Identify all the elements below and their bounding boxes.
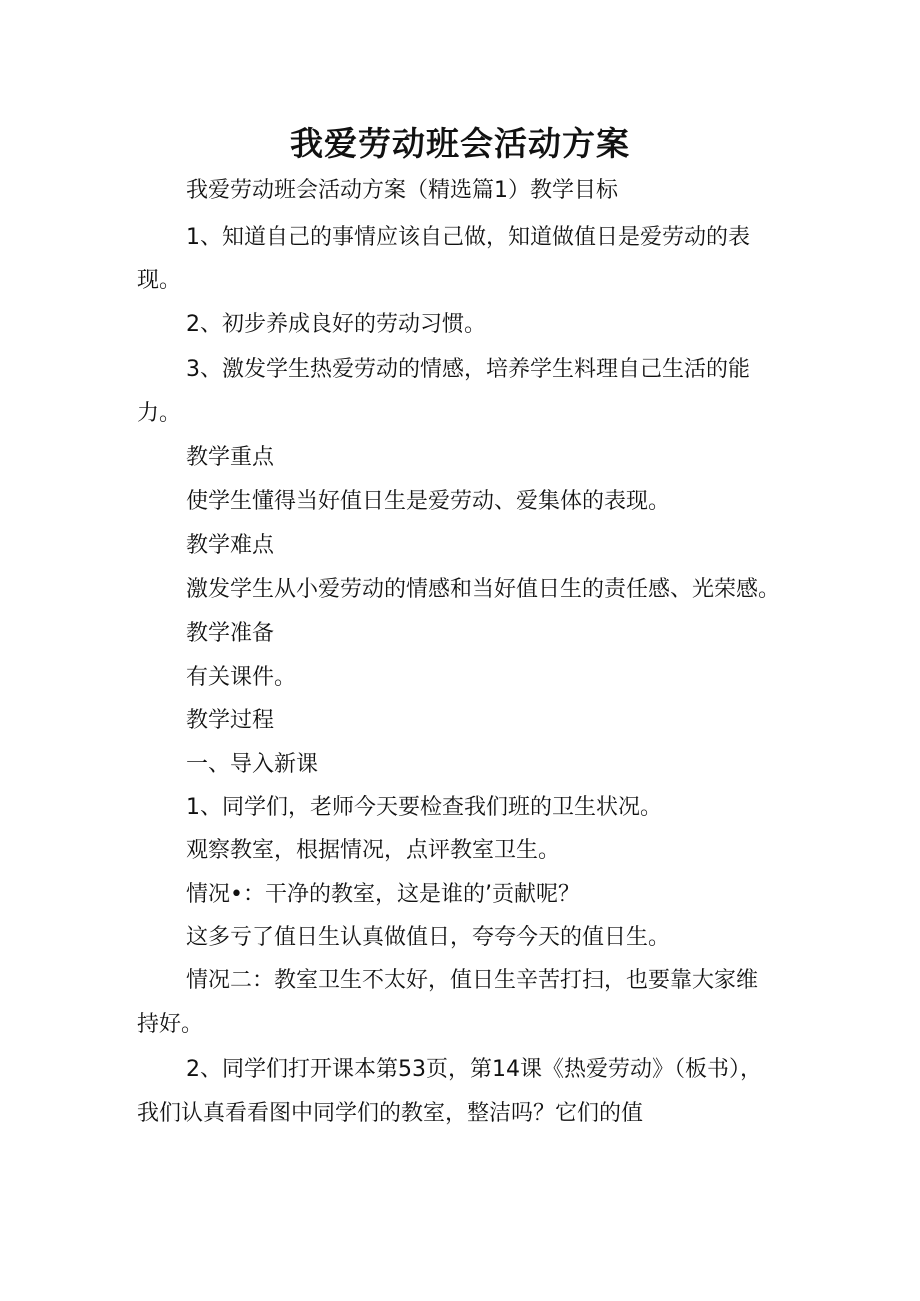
paragraph-line: 3、激发学生热爱劳动的情感，培养学生料理自己生活的能 <box>186 357 750 382</box>
paragraph-line: 1、知道自己的事情应该自己做，知道做值日是爱劳动的表 <box>186 225 750 250</box>
paragraph-line: 激发学生从小爱劳动的情感和当好值日生的责任感、光荣感。 <box>186 577 781 602</box>
paragraph-line: 使学生懂得当好值日生是爱劳动、爱集体的表现。 <box>186 489 671 514</box>
section-heading: 教学重点 <box>186 445 275 470</box>
paragraph-line: 一、导入新课 <box>186 752 319 777</box>
paragraph-line: 这多亏了值日生认真做值日，夸夸今天的值日生。 <box>186 925 671 950</box>
paragraph-line: 观察教室，根据情况，点评教室卫生。 <box>186 838 561 863</box>
paragraph-line: 情况二：教室卫生不太好，值日生辛苦打扫，也要靠大家维 <box>186 968 759 993</box>
paragraph-line: 力。 <box>137 401 182 426</box>
paragraph-line: 2、初步养成良好的劳动习惯。 <box>186 312 486 337</box>
paragraph-line: 1、同学们，老师今天要检查我们班的卫生状况。 <box>186 795 662 820</box>
section-heading: 教学过程 <box>186 708 275 733</box>
section-heading: 教学难点 <box>186 533 275 558</box>
paragraph-line: 2、同学们打开课本第53页，第14课《热爱劳动》（板书）， <box>186 1057 762 1082</box>
document-title: 我爱劳动班会活动方案 <box>290 124 630 163</box>
paragraph-line: 持好。 <box>137 1012 204 1037</box>
paragraph-line: 有关课件。 <box>186 665 297 690</box>
paragraph-line: 情况•：干净的教室，这是谁的’贡献呢？ <box>186 882 580 907</box>
paragraph-line: 我爱劳动班会活动方案（精选篇1）教学目标 <box>186 178 618 203</box>
section-heading: 教学准备 <box>186 621 275 646</box>
paragraph-line: 现。 <box>137 268 182 293</box>
paragraph-line: 我们认真看看图中同学们的教室，整洁吗？它们的值 <box>137 1101 644 1126</box>
